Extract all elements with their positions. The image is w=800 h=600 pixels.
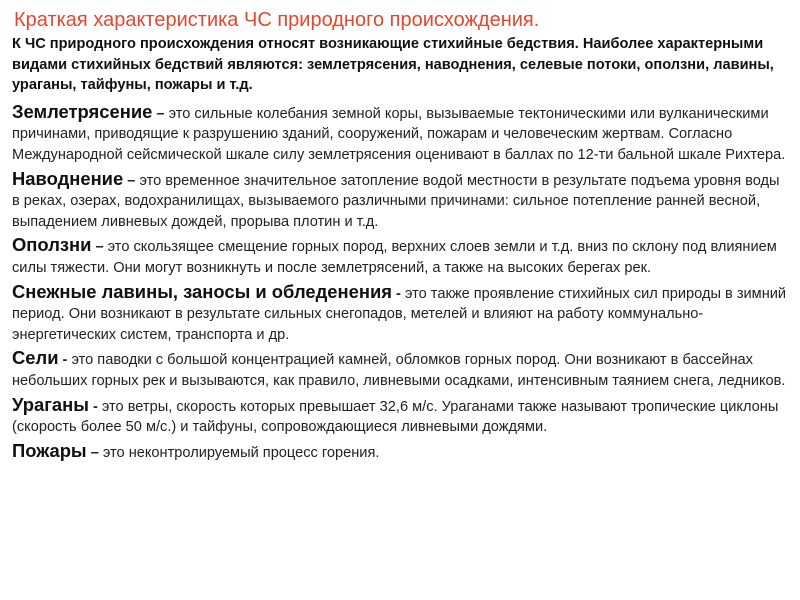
definition-text: это ветры, скорость которых превышает 32,6 м/с. Ураганами также называют тропические циклоны (скорость более 50 м/с.) и тайфуны, сопровождающиеся ливневыми дождями. [12,398,779,436]
term: Наводнение [12,167,124,189]
term: Пожары [12,439,87,461]
separator: – [86,444,103,461]
definition-earthquake [12,102,788,166]
separator: – [91,239,108,256]
definition-landslide [12,235,788,278]
definition-avalanche [12,282,788,346]
definition-hurricane [12,395,788,438]
definition-fire [12,441,788,464]
definition-flood [12,169,788,233]
definition-text: это также проявление стихийных сил природы в зимний период. Они возникают в результате сильных снегопадов, метелей и влияют на работу коммунально-энергетических систем, транспорта и др. [12,285,787,343]
definition-text: это скользящее смещение горных пород, верхних слоев земли и т.д. вниз по склону под влиянием силы тяжести. Они могут возникнуть и после землетрясений, а также на высоких берегах рек. [12,239,777,276]
separator: – [123,172,140,189]
separator: - [392,285,405,302]
definition-text: это временное значительное затопление водой местности в результате подъема уровня воды в реках, озерах, водохранилищах, вызываемого различными причинами: сильное потепление ранней весной, выпадением ливневых дождей, прорыва плотин и т.д. [12,172,780,230]
term: Землетрясение [12,100,153,122]
intro-paragraph: К ЧС природного происхождения относят возникающие стихийные бедствия. Наиболее характерными видами стихийных бедствий являются: землетрясения, наводнения, селевые потоки, оползни, лавины, ураганы, тайфуны, пожары и т.д. [12,36,774,94]
definition-text: это паводки с большой концентрацией камней, обломков горных пород. Они возникают в бассейнах небольших горных рек и вызываются, как правило, ливневыми осадками, интенсивным таянием снега, ледников. [12,352,786,389]
term: Снежные лавины, заносы и обледенения [12,280,392,302]
separator: - [58,352,72,369]
separator: – [152,105,169,122]
definition-text: это неконтролируемый процесс горения. [102,444,380,461]
separator: - [88,398,102,415]
term: Сели [12,347,59,369]
definition-mudflow [12,348,788,391]
term: Оползни [12,234,92,256]
definition-text: это сильные колебания земной коры, вызываемые тектоническими или вулканическими причинами, приводящие к разрушению зданий, сооружений, пожарам и человеческим жертвам. Согласно Международной сейсмической шкале силу землетрясения оценивают в баллах по 12-ти бальной шкале Рихтера. [12,105,786,163]
slide-title: Краткая характеристика ЧС природного происхождения. [14,9,540,31]
term: Ураганы [12,393,89,415]
